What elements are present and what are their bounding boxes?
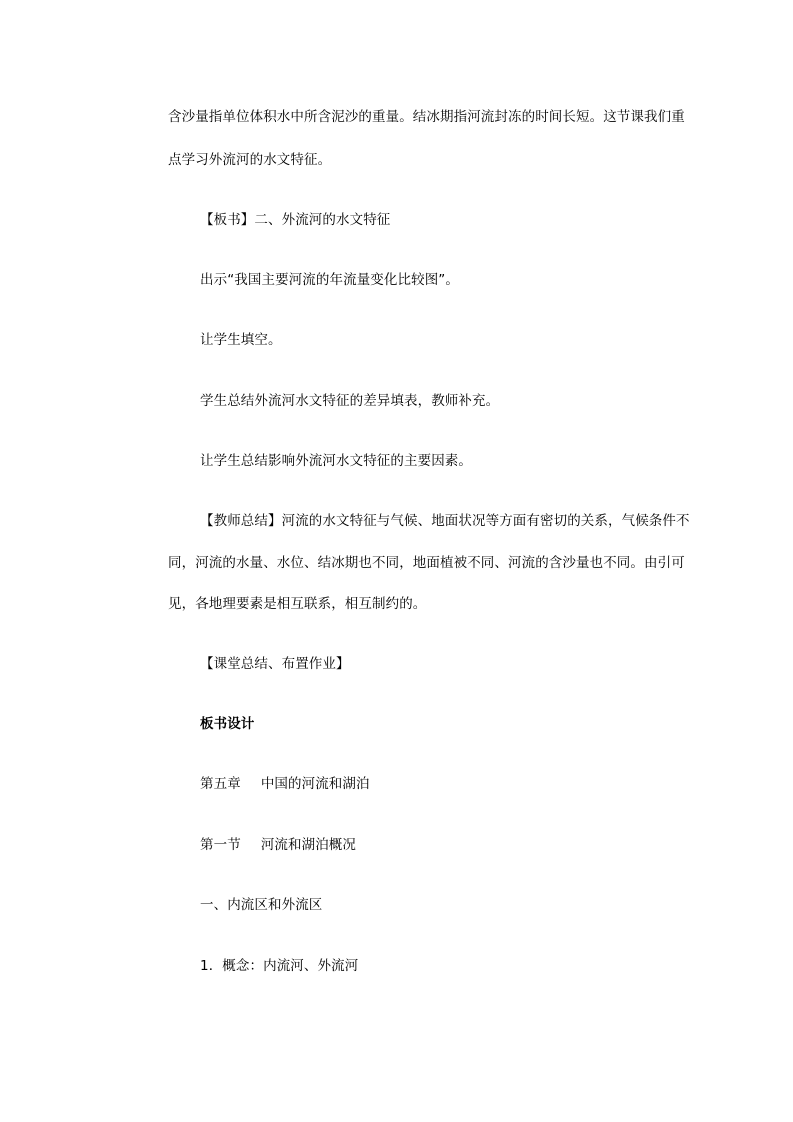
paragraph-line: 含沙量指单位体积水中所含泥沙的重量。结冰期指河流封冻的时间长短。这节课我们重 — [168, 109, 685, 125]
chapter-line — [200, 774, 720, 794]
paragraph-line: 点学习外流河的水文特征。 — [168, 152, 332, 168]
chapter-number: 第五章 — [200, 776, 241, 792]
list-item: 1．概念：内流河、外流河 — [200, 958, 359, 974]
chapter-title: 中国的河流和湖泊 — [260, 776, 370, 792]
paragraph-line: 学生总结外流河水文特征的差异填表，教师补充。 — [200, 393, 500, 409]
section-title: 河流和湖泊概况 — [260, 837, 357, 853]
paragraph-line: 让学生总结影响外流河水文特征的主要因素。 — [200, 453, 472, 469]
board-heading: 【板书】二、外流河的水文特征 — [200, 212, 391, 228]
subheading: 一、内流区和外流区 — [200, 897, 323, 913]
teacher-summary-line: 【教师总结】河流的水文特征与气候、地面状况等方面有密切的关系，气候条件不 — [200, 513, 690, 529]
section-number: 第一节 — [200, 837, 241, 853]
class-summary-heading: 【课堂总结、布置作业】 — [200, 656, 350, 672]
board-design-heading: 板书设计 — [200, 716, 255, 732]
teacher-summary-line: 见，各地理要素是相互联系，相互制约的。 — [168, 596, 427, 612]
section-line — [200, 835, 720, 855]
paragraph-line: 出示“我国主要河流的年流量变化比较图”。 — [200, 272, 459, 288]
paragraph-line: 让学生填空。 — [200, 332, 282, 348]
teacher-summary-line: 同，河流的水量、水位、结冰期也不同，地面植被不同、河流的含沙量也不同。由引可 — [168, 555, 685, 571]
